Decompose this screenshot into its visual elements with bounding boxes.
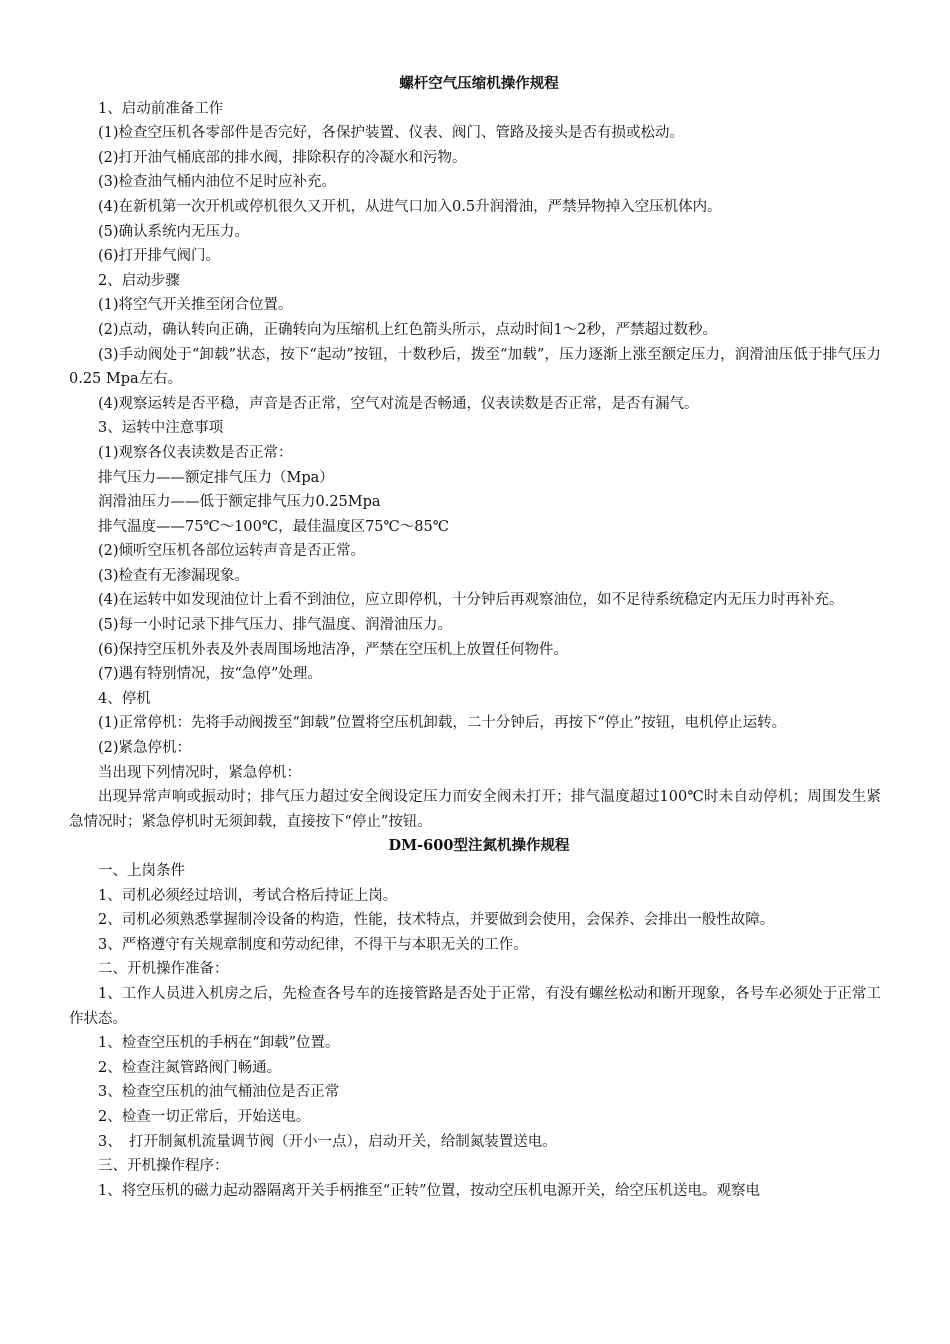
paragraph: 1、司机必须经过培训，考试合格后持证上岗。 <box>98 887 398 904</box>
paragraph: (1)观察各仪表读数是否正常： <box>98 444 293 461</box>
paragraph: 三、开机操作程序： <box>98 1158 229 1175</box>
doc-title-nitrogen-injector: DM-600型注氮机操作规程 <box>388 837 570 855</box>
paragraph: (2)倾听空压机各部位运转声音是否正常。 <box>98 543 366 560</box>
paragraph: 4、停机 <box>98 690 151 707</box>
paragraph: (3)检查有无渗漏现象。 <box>98 567 250 584</box>
paragraph: 润滑油压力——低于额定排气压力0.25Mpa <box>98 494 381 511</box>
paragraph: 2、检查一切正常后，开始送电。 <box>98 1108 311 1125</box>
paragraph: (7)遇有特别情况，按“急停”处理。 <box>98 666 322 683</box>
paragraph: 3、检查空压机的油气桶油位是否正常 <box>98 1084 340 1101</box>
paragraph: 3、 打开制氮机流量调节阀（开小一点），启动开关，给制氮装置送电。 <box>98 1133 557 1150</box>
paragraph: (4)观察运转是否平稳，声音是否正常，空气对流是否畅通，仪表读数是否正常，是否有漏气。 <box>98 395 699 412</box>
paragraph: 1、将空压机的磁力起动器隔离开关手柄推至“正转”位置，按动空压机电源开关，给空压机送电。观察电 <box>98 1182 761 1199</box>
paragraph: 2、检查注氮管路阀门畅通。 <box>98 1059 282 1076</box>
paragraph: (4)在运转中如发现油位计上看不到油位，应立即停机，十分钟后再观察油位，如不足待系统稳定内无压力时再补充。 <box>98 592 844 609</box>
doc1-body <box>69 97 881 835</box>
paragraph: (5)确认系统内无压力。 <box>98 223 250 240</box>
paragraph: 二、开机操作准备： <box>98 961 229 978</box>
paragraph: 2、司机必须熟悉掌握制冷设备的构造，性能，技术特点，并要做到会使用，会保养、会排出一般性故障。 <box>98 912 775 929</box>
paragraph: 1、工作人员进入机房之后，先检查各号车的连接管路是否处于正常，有没有螺丝松动和断开现象，各号车必须处于正常工作状态。 <box>69 985 881 1027</box>
paragraph: 2、启动步骤 <box>98 272 180 289</box>
paragraph: (5)每一小时记录下排气压力、排气温度、润滑油压力。 <box>98 617 453 634</box>
paragraph: 当出现下列情况时，紧急停机： <box>98 764 301 781</box>
paragraph: (3)检查油气桶内油位不足时应补充。 <box>98 174 337 191</box>
section-nitrogen-injector <box>69 834 881 1203</box>
paragraph: (2)点动，确认转向正确，正确转向为压缩机上红色箭头所示，点动时间1～2秒，严禁超过数秒。 <box>98 321 717 338</box>
paragraph: 排气温度——75℃～100℃，最佳温度区75℃～85℃ <box>98 518 449 535</box>
paragraph: 出现异常声响或振动时；排气压力超过安全阀设定压力而安全阀未打开；排气温度超过100℃时未自动停机；周围发生紧急情况时；紧急停机时无须卸载，直接按下“停止”按钮。 <box>69 789 881 830</box>
paragraph: (1)将空气开关推至闭合位置。 <box>98 297 293 314</box>
paragraph: 1、启动前准备工作 <box>98 100 224 117</box>
paragraph: (2)打开油气桶底部的排水阀，排除积存的冷凝水和污物。 <box>98 149 467 166</box>
document-page <box>69 72 881 1203</box>
paragraph: (2)紧急停机： <box>98 740 192 757</box>
paragraph: 3、严格遵守有关规章制度和劳动纪律，不得干与本职无关的工作。 <box>98 936 528 953</box>
paragraph: (1)正常停机：先将手动阀拨至“卸载”位置将空压机卸载，二十分钟后，再按下“停止”按钮，电机停止运转。 <box>98 715 787 732</box>
paragraph: (3)手动阀处于“卸载”状态，按下“起动”按钮，十数秒后，拨至“加载”，压力逐渐上涨至额定压力，润滑油压低于排气压力0.25 Mpa左右。 <box>69 346 881 388</box>
paragraph: 1、检查空压机的手柄在“卸载”位置。 <box>98 1035 340 1052</box>
doc2-body <box>69 859 881 1203</box>
doc-title-air-compressor: 螺杆空气压缩机操作规程 <box>399 75 559 92</box>
paragraph: (6)打开排气阀门。 <box>98 248 221 265</box>
paragraph: (6)保持空压机外表及外表周围场地洁净，严禁在空压机上放置任何物件。 <box>98 641 569 658</box>
paragraph: 排气压力——额定排气压力（Mpa） <box>98 469 334 486</box>
section-screw-air-compressor <box>69 72 881 834</box>
paragraph: 3、运转中注意事项 <box>98 420 224 437</box>
paragraph: (1)检查空压机各零部件是否完好，各保护装置、仪表、阀门、管路及接头是否有损或松动。 <box>98 125 685 142</box>
paragraph: (4)在新机第一次开机或停机很久又开机，从进气口加入0.5升润滑油，严禁异物掉入空压机体内。 <box>98 198 722 215</box>
paragraph: 一、上岗条件 <box>98 863 185 879</box>
